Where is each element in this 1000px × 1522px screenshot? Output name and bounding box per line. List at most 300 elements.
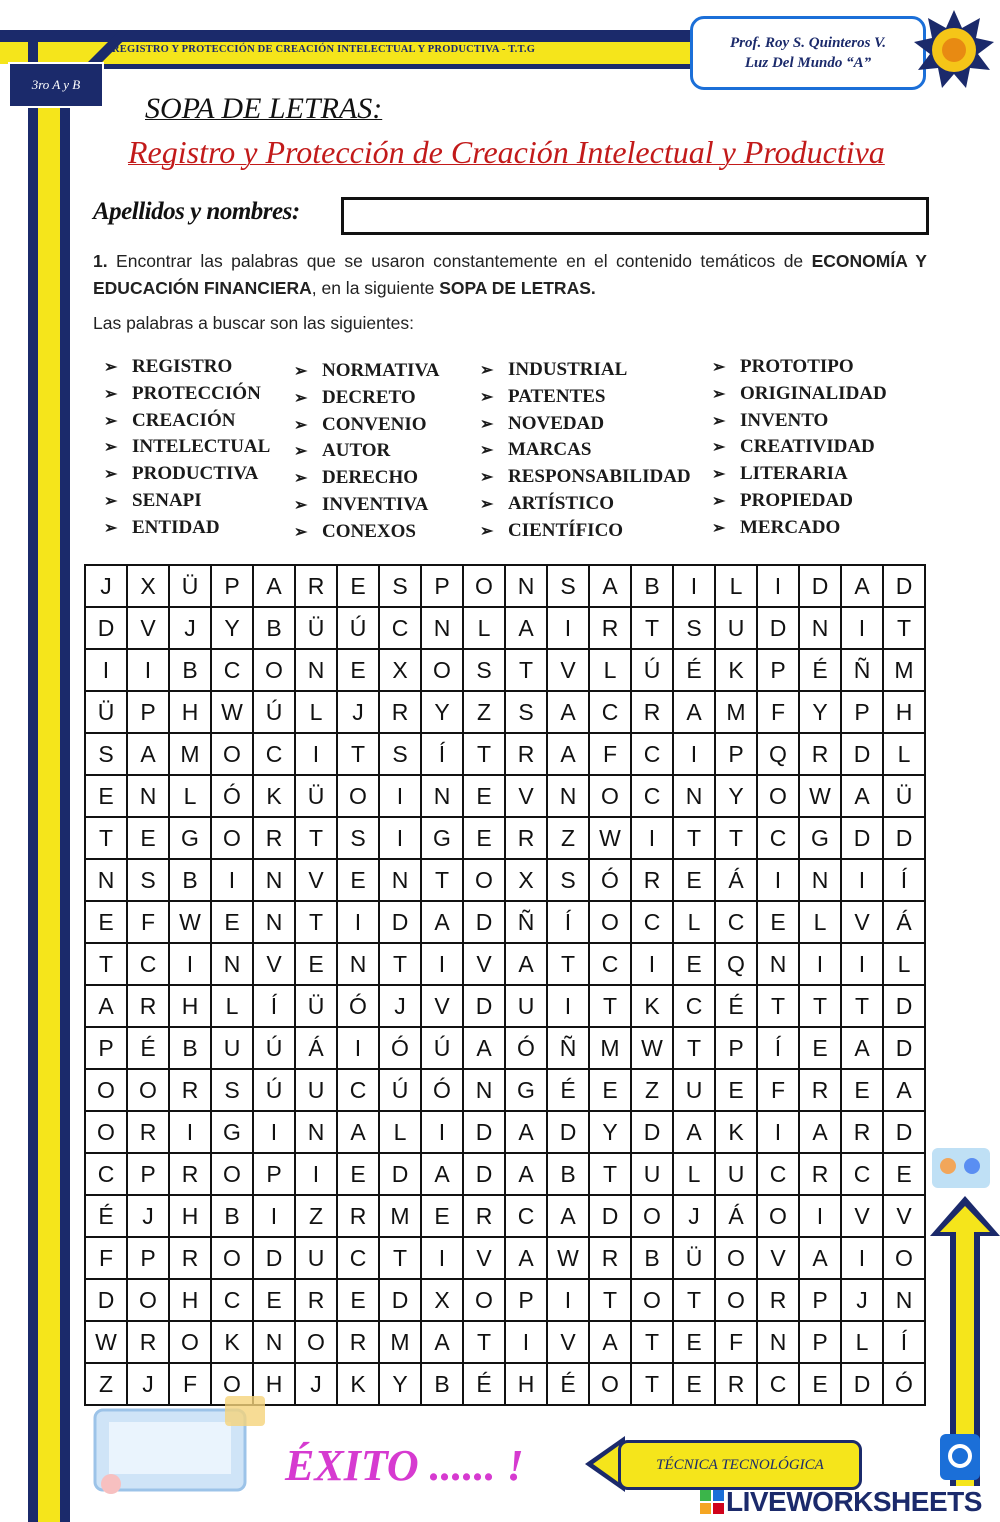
- grid-cell[interactable]: E: [463, 775, 505, 817]
- grid-cell[interactable]: C: [211, 1279, 253, 1321]
- grid-cell[interactable]: V: [757, 1237, 799, 1279]
- grid-cell[interactable]: R: [505, 733, 547, 775]
- grid-cell[interactable]: E: [673, 859, 715, 901]
- grid-cell[interactable]: O: [85, 1069, 127, 1111]
- grid-cell[interactable]: Q: [757, 733, 799, 775]
- grid-cell[interactable]: G: [421, 817, 463, 859]
- grid-cell[interactable]: N: [253, 1321, 295, 1363]
- grid-cell[interactable]: R: [127, 985, 169, 1027]
- grid-cell[interactable]: N: [295, 649, 337, 691]
- grid-cell[interactable]: P: [757, 649, 799, 691]
- grid-cell[interactable]: V: [841, 901, 883, 943]
- grid-cell[interactable]: D: [463, 1111, 505, 1153]
- grid-cell[interactable]: I: [379, 775, 421, 817]
- grid-cell[interactable]: B: [253, 607, 295, 649]
- grid-cell[interactable]: C: [337, 1237, 379, 1279]
- grid-cell[interactable]: N: [757, 943, 799, 985]
- grid-cell[interactable]: S: [211, 1069, 253, 1111]
- grid-cell[interactable]: Ú: [253, 1027, 295, 1069]
- grid-cell[interactable]: T: [883, 607, 925, 649]
- grid-cell[interactable]: Ó: [337, 985, 379, 1027]
- grid-cell[interactable]: B: [631, 565, 673, 607]
- grid-cell[interactable]: A: [841, 565, 883, 607]
- grid-cell[interactable]: I: [85, 649, 127, 691]
- grid-cell[interactable]: I: [547, 607, 589, 649]
- name-input[interactable]: [341, 197, 929, 235]
- grid-cell[interactable]: J: [127, 1363, 169, 1405]
- grid-cell[interactable]: I: [379, 817, 421, 859]
- grid-cell[interactable]: O: [463, 1279, 505, 1321]
- grid-cell[interactable]: V: [883, 1195, 925, 1237]
- grid-cell[interactable]: K: [211, 1321, 253, 1363]
- grid-cell[interactable]: Z: [547, 817, 589, 859]
- grid-cell[interactable]: J: [379, 985, 421, 1027]
- grid-cell[interactable]: I: [547, 985, 589, 1027]
- word-search-grid[interactable]: [84, 564, 926, 1406]
- grid-cell[interactable]: G: [169, 817, 211, 859]
- grid-cell[interactable]: L: [883, 733, 925, 775]
- grid-cell[interactable]: R: [253, 817, 295, 859]
- grid-cell[interactable]: T: [715, 817, 757, 859]
- grid-cell[interactable]: R: [337, 1195, 379, 1237]
- grid-cell[interactable]: Z: [631, 1069, 673, 1111]
- grid-cell[interactable]: O: [295, 1321, 337, 1363]
- grid-cell[interactable]: R: [295, 565, 337, 607]
- grid-cell[interactable]: N: [673, 775, 715, 817]
- grid-cell[interactable]: J: [337, 691, 379, 733]
- grid-cell[interactable]: T: [85, 943, 127, 985]
- grid-cell[interactable]: E: [337, 1279, 379, 1321]
- grid-cell[interactable]: N: [463, 1069, 505, 1111]
- grid-cell[interactable]: O: [211, 733, 253, 775]
- grid-cell[interactable]: T: [673, 1027, 715, 1069]
- grid-cell[interactable]: I: [169, 1111, 211, 1153]
- grid-cell[interactable]: L: [673, 1153, 715, 1195]
- grid-cell[interactable]: E: [715, 1069, 757, 1111]
- grid-cell[interactable]: C: [757, 817, 799, 859]
- grid-cell[interactable]: Y: [421, 691, 463, 733]
- grid-cell[interactable]: N: [505, 565, 547, 607]
- grid-cell[interactable]: K: [337, 1363, 379, 1405]
- grid-cell[interactable]: A: [673, 691, 715, 733]
- grid-cell[interactable]: H: [169, 1279, 211, 1321]
- grid-cell[interactable]: D: [379, 1279, 421, 1321]
- grid-cell[interactable]: S: [127, 859, 169, 901]
- grid-cell[interactable]: E: [337, 649, 379, 691]
- grid-cell[interactable]: B: [169, 649, 211, 691]
- grid-cell[interactable]: D: [883, 985, 925, 1027]
- grid-cell[interactable]: X: [127, 565, 169, 607]
- grid-cell[interactable]: Ó: [505, 1027, 547, 1069]
- grid-cell[interactable]: C: [631, 775, 673, 817]
- grid-cell[interactable]: D: [883, 1111, 925, 1153]
- grid-cell[interactable]: É: [547, 1069, 589, 1111]
- grid-cell[interactable]: L: [883, 943, 925, 985]
- grid-cell[interactable]: W: [799, 775, 841, 817]
- grid-cell[interactable]: E: [841, 1069, 883, 1111]
- grid-cell[interactable]: I: [421, 1111, 463, 1153]
- grid-cell[interactable]: O: [463, 565, 505, 607]
- grid-cell[interactable]: B: [547, 1153, 589, 1195]
- grid-cell[interactable]: F: [589, 733, 631, 775]
- grid-cell[interactable]: I: [337, 1027, 379, 1069]
- grid-cell[interactable]: I: [127, 649, 169, 691]
- grid-cell[interactable]: M: [379, 1321, 421, 1363]
- grid-cell[interactable]: T: [85, 817, 127, 859]
- grid-cell[interactable]: A: [253, 565, 295, 607]
- grid-cell[interactable]: Ü: [85, 691, 127, 733]
- grid-cell[interactable]: U: [673, 1069, 715, 1111]
- grid-cell[interactable]: A: [421, 901, 463, 943]
- grid-cell[interactable]: X: [379, 649, 421, 691]
- grid-cell[interactable]: B: [211, 1195, 253, 1237]
- grid-cell[interactable]: É: [673, 649, 715, 691]
- grid-cell[interactable]: C: [631, 733, 673, 775]
- grid-cell[interactable]: Y: [799, 691, 841, 733]
- grid-cell[interactable]: A: [421, 1321, 463, 1363]
- grid-cell[interactable]: A: [589, 1321, 631, 1363]
- grid-cell[interactable]: N: [757, 1321, 799, 1363]
- grid-cell[interactable]: M: [715, 691, 757, 733]
- grid-cell[interactable]: L: [673, 901, 715, 943]
- grid-cell[interactable]: R: [337, 1321, 379, 1363]
- grid-cell[interactable]: E: [337, 1153, 379, 1195]
- grid-cell[interactable]: W: [211, 691, 253, 733]
- grid-cell[interactable]: Ü: [169, 565, 211, 607]
- grid-cell[interactable]: V: [841, 1195, 883, 1237]
- grid-cell[interactable]: D: [589, 1195, 631, 1237]
- grid-cell[interactable]: I: [295, 1153, 337, 1195]
- grid-cell[interactable]: N: [253, 901, 295, 943]
- grid-cell[interactable]: S: [547, 565, 589, 607]
- grid-cell[interactable]: L: [211, 985, 253, 1027]
- grid-cell[interactable]: D: [253, 1237, 295, 1279]
- grid-cell[interactable]: S: [337, 817, 379, 859]
- grid-cell[interactable]: Q: [715, 943, 757, 985]
- grid-cell[interactable]: O: [211, 817, 253, 859]
- grid-cell[interactable]: Á: [715, 859, 757, 901]
- grid-cell[interactable]: O: [211, 1363, 253, 1405]
- grid-cell[interactable]: P: [841, 691, 883, 733]
- grid-cell[interactable]: I: [757, 859, 799, 901]
- grid-cell[interactable]: I: [757, 1111, 799, 1153]
- grid-cell[interactable]: M: [169, 733, 211, 775]
- grid-cell[interactable]: P: [127, 691, 169, 733]
- grid-cell[interactable]: D: [631, 1111, 673, 1153]
- grid-cell[interactable]: Y: [715, 775, 757, 817]
- grid-cell[interactable]: M: [883, 649, 925, 691]
- grid-cell[interactable]: Ó: [379, 1027, 421, 1069]
- grid-cell[interactable]: T: [589, 1279, 631, 1321]
- grid-cell[interactable]: R: [505, 817, 547, 859]
- grid-cell[interactable]: D: [883, 817, 925, 859]
- grid-cell[interactable]: J: [169, 607, 211, 649]
- grid-cell[interactable]: O: [715, 1279, 757, 1321]
- grid-cell[interactable]: R: [715, 1363, 757, 1405]
- grid-cell[interactable]: D: [883, 565, 925, 607]
- grid-cell[interactable]: U: [211, 1027, 253, 1069]
- grid-cell[interactable]: O: [589, 901, 631, 943]
- grid-cell[interactable]: Ú: [379, 1069, 421, 1111]
- grid-cell[interactable]: I: [253, 1111, 295, 1153]
- grid-cell[interactable]: Z: [295, 1195, 337, 1237]
- grid-cell[interactable]: E: [589, 1069, 631, 1111]
- grid-cell[interactable]: R: [631, 859, 673, 901]
- grid-cell[interactable]: S: [379, 565, 421, 607]
- grid-cell[interactable]: C: [673, 985, 715, 1027]
- grid-cell[interactable]: E: [337, 565, 379, 607]
- grid-cell[interactable]: W: [169, 901, 211, 943]
- grid-cell[interactable]: K: [715, 1111, 757, 1153]
- grid-cell[interactable]: E: [85, 901, 127, 943]
- grid-cell[interactable]: A: [841, 775, 883, 817]
- grid-cell[interactable]: T: [505, 649, 547, 691]
- grid-cell[interactable]: É: [547, 1363, 589, 1405]
- grid-cell[interactable]: T: [841, 985, 883, 1027]
- grid-cell[interactable]: H: [883, 691, 925, 733]
- grid-cell[interactable]: E: [799, 1027, 841, 1069]
- grid-cell[interactable]: Ü: [295, 985, 337, 1027]
- grid-cell[interactable]: G: [211, 1111, 253, 1153]
- grid-cell[interactable]: Á: [715, 1195, 757, 1237]
- grid-cell[interactable]: É: [127, 1027, 169, 1069]
- grid-cell[interactable]: A: [547, 1195, 589, 1237]
- grid-cell[interactable]: R: [295, 1279, 337, 1321]
- grid-cell[interactable]: A: [799, 1111, 841, 1153]
- grid-cell[interactable]: A: [337, 1111, 379, 1153]
- grid-cell[interactable]: U: [295, 1069, 337, 1111]
- grid-cell[interactable]: D: [757, 607, 799, 649]
- grid-cell[interactable]: A: [841, 1027, 883, 1069]
- grid-cell[interactable]: P: [715, 1027, 757, 1069]
- grid-cell[interactable]: A: [547, 733, 589, 775]
- grid-cell[interactable]: C: [505, 1195, 547, 1237]
- grid-cell[interactable]: O: [169, 1321, 211, 1363]
- grid-cell[interactable]: O: [589, 775, 631, 817]
- grid-cell[interactable]: T: [295, 901, 337, 943]
- grid-cell[interactable]: J: [127, 1195, 169, 1237]
- grid-cell[interactable]: Í: [757, 1027, 799, 1069]
- grid-cell[interactable]: A: [127, 733, 169, 775]
- grid-cell[interactable]: D: [841, 733, 883, 775]
- grid-cell[interactable]: T: [463, 1321, 505, 1363]
- grid-cell[interactable]: J: [673, 1195, 715, 1237]
- grid-cell[interactable]: R: [463, 1195, 505, 1237]
- grid-cell[interactable]: C: [253, 733, 295, 775]
- grid-cell[interactable]: C: [379, 607, 421, 649]
- grid-cell[interactable]: I: [841, 1237, 883, 1279]
- grid-cell[interactable]: P: [211, 565, 253, 607]
- grid-cell[interactable]: X: [505, 859, 547, 901]
- grid-cell[interactable]: Ñ: [505, 901, 547, 943]
- grid-cell[interactable]: C: [337, 1069, 379, 1111]
- grid-cell[interactable]: B: [631, 1237, 673, 1279]
- grid-cell[interactable]: D: [547, 1111, 589, 1153]
- grid-cell[interactable]: E: [421, 1195, 463, 1237]
- grid-cell[interactable]: E: [295, 943, 337, 985]
- grid-cell[interactable]: T: [547, 943, 589, 985]
- grid-cell[interactable]: C: [85, 1153, 127, 1195]
- grid-cell[interactable]: T: [757, 985, 799, 1027]
- grid-cell[interactable]: V: [463, 1237, 505, 1279]
- grid-cell[interactable]: I: [295, 733, 337, 775]
- grid-cell[interactable]: R: [589, 1237, 631, 1279]
- grid-cell[interactable]: T: [421, 859, 463, 901]
- grid-cell[interactable]: L: [715, 565, 757, 607]
- grid-cell[interactable]: Ú: [253, 691, 295, 733]
- grid-cell[interactable]: E: [211, 901, 253, 943]
- grid-cell[interactable]: A: [883, 1069, 925, 1111]
- grid-cell[interactable]: K: [631, 985, 673, 1027]
- grid-cell[interactable]: D: [85, 1279, 127, 1321]
- grid-cell[interactable]: D: [841, 1363, 883, 1405]
- grid-cell[interactable]: A: [505, 607, 547, 649]
- grid-cell[interactable]: D: [883, 1027, 925, 1069]
- grid-cell[interactable]: N: [85, 859, 127, 901]
- grid-cell[interactable]: I: [253, 1195, 295, 1237]
- grid-cell[interactable]: N: [379, 859, 421, 901]
- grid-cell[interactable]: T: [631, 607, 673, 649]
- grid-cell[interactable]: É: [715, 985, 757, 1027]
- grid-cell[interactable]: M: [379, 1195, 421, 1237]
- grid-cell[interactable]: N: [799, 607, 841, 649]
- grid-cell[interactable]: O: [757, 1195, 799, 1237]
- grid-cell[interactable]: H: [169, 1195, 211, 1237]
- grid-cell[interactable]: F: [127, 901, 169, 943]
- grid-cell[interactable]: L: [463, 607, 505, 649]
- grid-cell[interactable]: O: [253, 649, 295, 691]
- grid-cell[interactable]: D: [841, 817, 883, 859]
- grid-cell[interactable]: Ü: [295, 607, 337, 649]
- grid-cell[interactable]: Ü: [295, 775, 337, 817]
- grid-cell[interactable]: H: [169, 985, 211, 1027]
- grid-cell[interactable]: I: [673, 733, 715, 775]
- grid-cell[interactable]: O: [211, 1153, 253, 1195]
- grid-cell[interactable]: T: [295, 817, 337, 859]
- grid-cell[interactable]: K: [253, 775, 295, 817]
- grid-cell[interactable]: O: [631, 1279, 673, 1321]
- grid-cell[interactable]: R: [799, 1069, 841, 1111]
- grid-cell[interactable]: C: [589, 691, 631, 733]
- grid-cell[interactable]: T: [379, 1237, 421, 1279]
- grid-cell[interactable]: U: [631, 1153, 673, 1195]
- grid-cell[interactable]: E: [883, 1153, 925, 1195]
- grid-cell[interactable]: T: [337, 733, 379, 775]
- grid-cell[interactable]: P: [85, 1027, 127, 1069]
- grid-cell[interactable]: P: [421, 565, 463, 607]
- grid-cell[interactable]: L: [169, 775, 211, 817]
- grid-cell[interactable]: A: [799, 1237, 841, 1279]
- grid-cell[interactable]: U: [715, 1153, 757, 1195]
- grid-cell[interactable]: O: [715, 1237, 757, 1279]
- grid-cell[interactable]: I: [799, 943, 841, 985]
- grid-cell[interactable]: G: [505, 1069, 547, 1111]
- grid-cell[interactable]: M: [589, 1027, 631, 1069]
- grid-cell[interactable]: B: [169, 1027, 211, 1069]
- grid-cell[interactable]: P: [799, 1321, 841, 1363]
- grid-cell[interactable]: V: [463, 943, 505, 985]
- grid-cell[interactable]: Ó: [421, 1069, 463, 1111]
- grid-cell[interactable]: Ü: [673, 1237, 715, 1279]
- grid-cell[interactable]: Á: [883, 901, 925, 943]
- grid-cell[interactable]: O: [589, 1363, 631, 1405]
- grid-cell[interactable]: A: [505, 943, 547, 985]
- grid-cell[interactable]: T: [673, 1279, 715, 1321]
- grid-cell[interactable]: Y: [211, 607, 253, 649]
- grid-cell[interactable]: A: [547, 691, 589, 733]
- grid-cell[interactable]: U: [505, 985, 547, 1027]
- grid-cell[interactable]: V: [505, 775, 547, 817]
- grid-cell[interactable]: W: [589, 817, 631, 859]
- grid-cell[interactable]: Ú: [421, 1027, 463, 1069]
- grid-cell[interactable]: P: [127, 1237, 169, 1279]
- grid-cell[interactable]: B: [421, 1363, 463, 1405]
- grid-cell[interactable]: E: [127, 817, 169, 859]
- grid-cell[interactable]: I: [547, 1279, 589, 1321]
- grid-cell[interactable]: A: [421, 1153, 463, 1195]
- grid-cell[interactable]: G: [799, 817, 841, 859]
- grid-cell[interactable]: T: [589, 985, 631, 1027]
- grid-cell[interactable]: C: [127, 943, 169, 985]
- grid-cell[interactable]: R: [169, 1237, 211, 1279]
- grid-cell[interactable]: R: [589, 607, 631, 649]
- grid-cell[interactable]: V: [547, 1321, 589, 1363]
- grid-cell[interactable]: J: [841, 1279, 883, 1321]
- grid-cell[interactable]: Í: [547, 901, 589, 943]
- grid-cell[interactable]: D: [463, 1153, 505, 1195]
- grid-cell[interactable]: Í: [883, 1321, 925, 1363]
- grid-cell[interactable]: V: [127, 607, 169, 649]
- grid-cell[interactable]: C: [841, 1153, 883, 1195]
- grid-cell[interactable]: T: [799, 985, 841, 1027]
- grid-cell[interactable]: C: [631, 901, 673, 943]
- grid-cell[interactable]: I: [421, 943, 463, 985]
- grid-cell[interactable]: P: [127, 1153, 169, 1195]
- grid-cell[interactable]: I: [421, 1237, 463, 1279]
- grid-cell[interactable]: Á: [295, 1027, 337, 1069]
- grid-cell[interactable]: T: [463, 733, 505, 775]
- grid-cell[interactable]: T: [631, 1321, 673, 1363]
- grid-cell[interactable]: T: [673, 817, 715, 859]
- grid-cell[interactable]: S: [673, 607, 715, 649]
- grid-cell[interactable]: R: [757, 1279, 799, 1321]
- grid-cell[interactable]: V: [547, 649, 589, 691]
- grid-cell[interactable]: T: [589, 1153, 631, 1195]
- grid-cell[interactable]: N: [337, 943, 379, 985]
- grid-cell[interactable]: N: [211, 943, 253, 985]
- grid-cell[interactable]: I: [505, 1321, 547, 1363]
- grid-cell[interactable]: Z: [85, 1363, 127, 1405]
- grid-cell[interactable]: Í: [253, 985, 295, 1027]
- grid-cell[interactable]: U: [295, 1237, 337, 1279]
- grid-cell[interactable]: Ú: [631, 649, 673, 691]
- grid-cell[interactable]: Ñ: [547, 1027, 589, 1069]
- grid-cell[interactable]: I: [841, 943, 883, 985]
- grid-cell[interactable]: C: [589, 943, 631, 985]
- grid-cell[interactable]: R: [799, 733, 841, 775]
- grid-cell[interactable]: Ñ: [841, 649, 883, 691]
- grid-cell[interactable]: R: [169, 1069, 211, 1111]
- grid-cell[interactable]: W: [631, 1027, 673, 1069]
- grid-cell[interactable]: E: [673, 943, 715, 985]
- grid-cell[interactable]: I: [841, 859, 883, 901]
- grid-cell[interactable]: Z: [463, 691, 505, 733]
- grid-cell[interactable]: E: [337, 859, 379, 901]
- grid-cell[interactable]: O: [127, 1279, 169, 1321]
- grid-cell[interactable]: S: [379, 733, 421, 775]
- grid-cell[interactable]: P: [505, 1279, 547, 1321]
- grid-cell[interactable]: L: [589, 649, 631, 691]
